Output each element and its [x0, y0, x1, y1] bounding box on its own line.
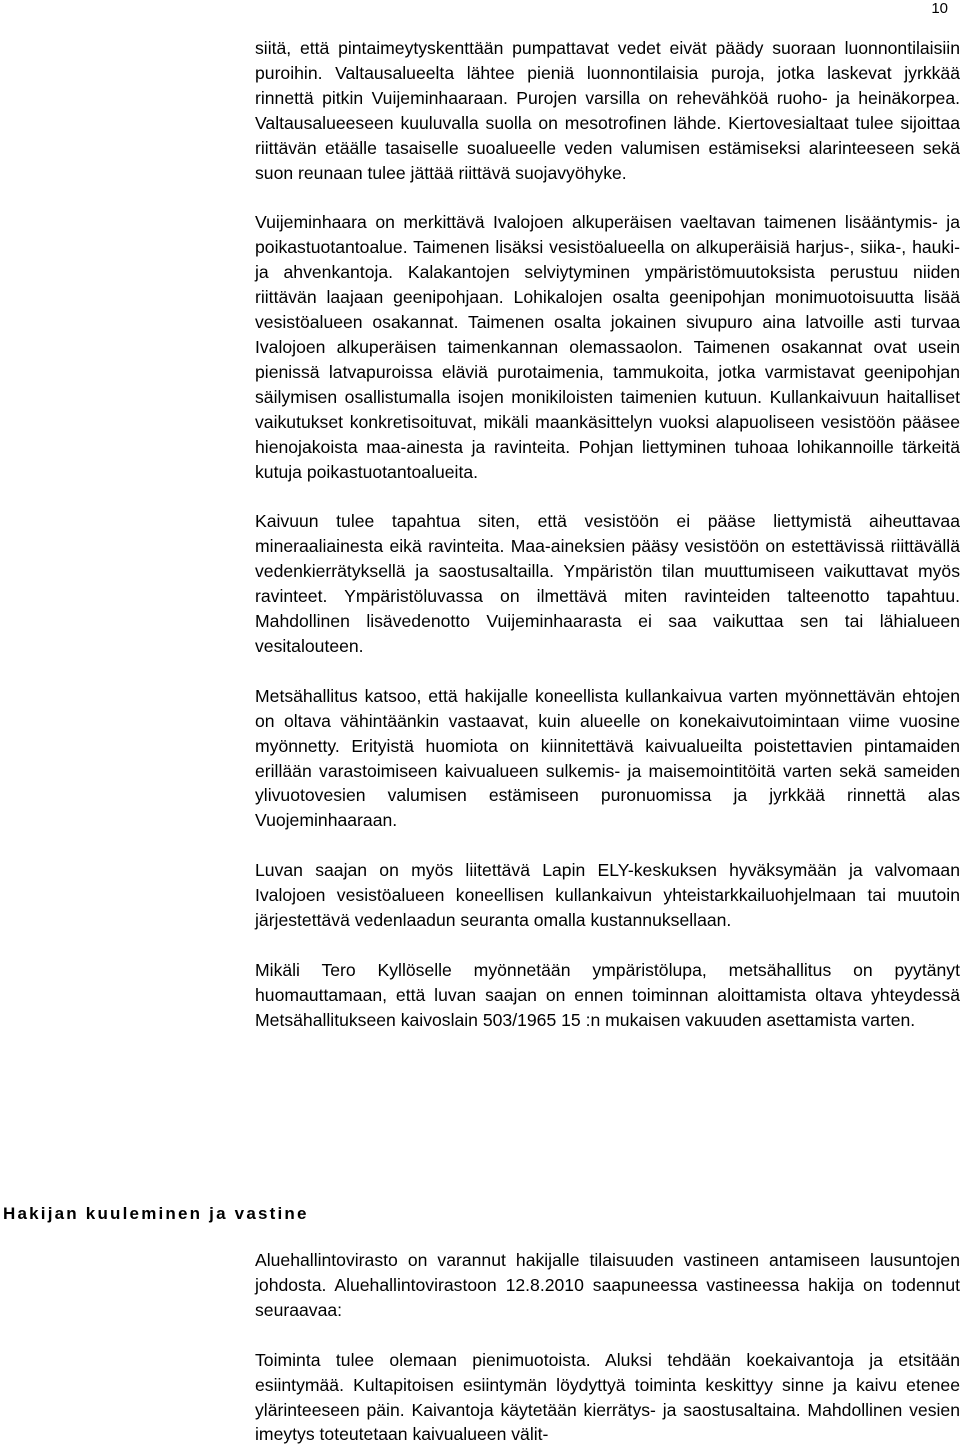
body-text-bottom	[255, 1248, 960, 1447]
body-text-top	[255, 36, 960, 1033]
paragraph-2: Vuijeminhaara on merkittävä Ivalojoen alkuperäisen vaeltavan taimenen lisääntymis- ja poikastuotantoalue. Taimenen lisäksi vesistöalueella on alkuperäisiä harjus-, siika-, hauki- ja ahvenkantoja. Kalakantojen selviytyminen ympäristömuutoksista perustuu niiden riittävän laajaan geenipohjaan. Lohikalojen osalta geenipohjan monimuotoisuutta lisää vesistöalueen osakannat. Taimenen osalta jokainen sivupuro aina latvoille asti turvaa Ivalojoen alkuperäisen taimenkannan olemassaolon. Taimenen osakannat ovat usein pienissä latvapuroissa eläviä purotaimenia, tammukoita, jotka varmistavat geenipohjan säilymisen osallistumalla isojen monikiloisten taimenien kutuun. Kullankaivuun haitalliset vaikutukset konkretisoituvat, mikäli maankäsittelyn vuoksi alapuoliseen vesistöön pääsee hienojakoista maa-ainesta ja ravinteita. Pohjan liettyminen tuhoaa lohikannoille tärkeitä kutuja poikastuotantoalueita.	[255, 212, 960, 482]
paragraph-7: Aluehallintovirasto on varannut hakijalle tilaisuuden vastineen antamiseen lausuntojen johdosta. Aluehallintovirastoon 12.8.2010 saapuneessa vastineessa hakija on todennut seuraavaa:	[255, 1250, 960, 1320]
section-heading: Hakijan kuuleminen ja vastine	[3, 1204, 309, 1223]
paragraph-5: Luvan saajan on myös liitettävä Lapin ELY-keskuksen hyväksymään ja valvomaan Ivalojoen vesistöalueen koneellisen kullankaivun yhteistarkkailuohjelmaan tai muutoin järjestettävä vedenlaadun seuranta omalla kustannuksellaan.	[255, 860, 960, 931]
paragraph-1: siitä, että pintaimeytyskenttään pumpattavat vedet eivät päädy suoraan luonnontilaisiin puroihin. Valtausalueelta lähtee pieniä luonnontilaisia puroja, jotka laskevat jyrkkää rinnettä pitkin Vuijeminhaaraan. Purojen varsilla on rehevähköä ruoho- ja heinäkorpea. Valtausalueeseen kuuluvalla suolla on mesotrofinen lähde. Kiertovesialtaat tulee sijoittaa riittävän etäälle tasaiselle suoalueelle veden valumisen estämiseksi alarinteeseen sekä suon reunaan tulee jättää riittävä suojavyöhyke.	[255, 38, 960, 183]
paragraph-4: Metsähallitus katsoo, että hakijalle koneellista kullankaivua varten myönnettävän ehtojen on oltava vähintäänkin vastaavat, kuin alueelle on konekaivutoimintaan viime vuosine myönnetty. Erityistä huomiota on kiinnitettävä kaivualueilta poistettavien pintamaiden erillään varastoimiseen kaivualueen sulkemis- ja maisemointitöitä varten sekä sameiden ylivuotovesien valumisen estämiseen puronuomissa ja jyrkkää rinnettä alas Vuojeminhaaraan.	[255, 685, 960, 831]
paragraph-3: Kaivuun tulee tapahtua siten, että vesistöön ei pääse liettymistä aiheuttavaa mineraaliainesta eikä ravinteita. Maa-aineksien pääsy vesistöön on estettävissä riittävällä vedenkierrätyksellä ja saostusaltailla. Ympäristön tilan muuttumiseen vaikuttavat myös ravinteet. Ympäristöluvassa on ilmettävä miten ravinteiden talteenotto tapahtuu. Mahdollinen lisävedenotto Vuijeminhaarasta ei saa vaikuttaa sen tai lähialueen vesitalouteen.	[255, 511, 960, 656]
paragraph-6: Mikäli Tero Kyllöselle myönnetään ympäristölupa, metsähallitus on pyytänyt huomauttamaan, että luvan saajan on ennen toiminnan aloittamista oltava yhteydessä Metsähallitukseen kaivoslain 503/1965 15 :n mukaisen vakuuden asettamista varten.	[255, 960, 960, 1030]
page-number: 10	[931, 0, 948, 17]
paragraph-8: Toiminta tulee olemaan pienimuotoista. Aluksi tehdään koekaivantoja ja etsitään esiintymää. Kultapitoisen esiintymän löydyttyä toiminta keskittyy sinne ja kaivu etenee ylärinteeseen päin. Kaivantoja käytetään kierrätys- ja saostusaltaina. Mahdollinen vesien imeytys toteutetaan kaivualueen välit-	[255, 1349, 960, 1445]
